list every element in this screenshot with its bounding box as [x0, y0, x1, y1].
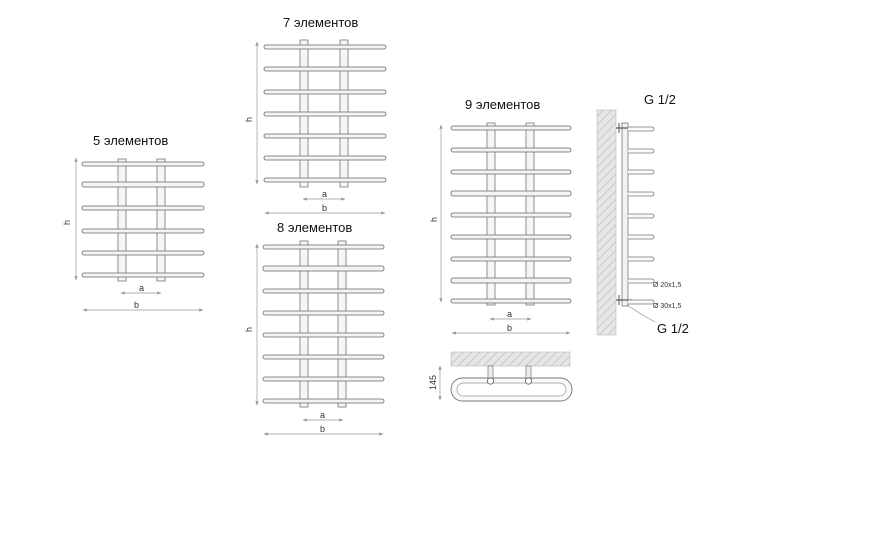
- top-view: [428, 352, 572, 401]
- towel-bar: [263, 355, 384, 359]
- pipe-left-circle: [487, 378, 493, 384]
- connection-bottom-label: G 1/2: [657, 321, 689, 336]
- radiator-7-elements: [244, 40, 386, 213]
- bar-profile: [628, 192, 654, 196]
- towel-bar: [82, 273, 204, 277]
- towel-bar: [451, 148, 571, 152]
- bar-profile: [628, 127, 654, 131]
- towel-bar: [264, 90, 386, 94]
- radiator-9-elements: [429, 123, 571, 333]
- towel-bar: [451, 126, 571, 130]
- radiator-8-elements: [244, 241, 384, 434]
- bar-profile: [628, 300, 654, 304]
- towel-bar: [451, 257, 571, 261]
- towel-bar: [263, 377, 384, 381]
- post-right: [157, 159, 165, 281]
- towel-bar: [264, 178, 386, 182]
- towel-bar: [82, 229, 204, 233]
- towel-bar: [263, 399, 384, 403]
- towel-bar: [451, 278, 571, 283]
- bar-profile: [628, 170, 654, 174]
- bar-profile: [628, 149, 654, 153]
- title-9-elements: 9 элементов: [465, 97, 541, 112]
- collector-pipe: [622, 123, 628, 306]
- title-5-elements: 5 элементов: [93, 133, 169, 148]
- dim-label-b: b: [322, 203, 328, 213]
- towel-bar: [263, 333, 384, 337]
- dim-label-h: h: [62, 219, 72, 225]
- towel-bar: [263, 289, 384, 293]
- towel-bar: [264, 45, 386, 49]
- towel-bar: [451, 213, 571, 217]
- dim-label-b: b: [320, 424, 326, 434]
- towel-bar: [264, 134, 386, 138]
- spec-collector-diameter: Ø 30x1,5: [653, 303, 682, 310]
- title-8-elements: 8 элементов: [277, 220, 353, 235]
- towel-bar: [263, 245, 384, 249]
- leader-line-bottom: [627, 305, 641, 314]
- dim-label-depth: 145: [428, 374, 438, 390]
- towel-bar: [82, 251, 204, 255]
- spec-bar-diameter: Ø 20x1,5: [653, 282, 682, 289]
- towel-bar: [451, 299, 571, 303]
- bar-profile: [628, 235, 654, 239]
- towel-bar: [451, 191, 571, 196]
- towel-bar: [263, 311, 384, 315]
- dim-label-a: a: [322, 189, 328, 199]
- towel-bar: [451, 235, 571, 239]
- dim-label-b: b: [507, 323, 513, 333]
- wall-section-side: [597, 110, 616, 335]
- dim-label-a: a: [320, 410, 326, 420]
- radiator-5-elements: [62, 158, 204, 310]
- bar-profile: [628, 257, 654, 261]
- connection-top-label: G 1/2: [644, 92, 676, 107]
- dim-label-h: h: [244, 326, 254, 332]
- post-left: [118, 159, 126, 281]
- towel-bar: [263, 266, 384, 271]
- dim-label-b: b: [134, 300, 140, 310]
- bar-outline-inner: [457, 383, 566, 396]
- towel-bar: [451, 170, 571, 174]
- dim-label-a: a: [507, 309, 513, 319]
- bar-profile: [628, 279, 654, 283]
- leader-line-bottom-ext: [641, 314, 655, 322]
- bar-profile: [628, 214, 654, 218]
- pipe-right-circle: [525, 378, 531, 384]
- title-7-elements: 7 элементов: [283, 15, 359, 30]
- towel-bar: [82, 162, 204, 166]
- pipe-left: [488, 366, 493, 379]
- dim-label-h: h: [244, 116, 254, 122]
- pipe-right: [526, 366, 531, 379]
- towel-bar: [264, 67, 386, 71]
- dim-label-a: a: [139, 283, 145, 293]
- towel-bar: [82, 182, 204, 187]
- wall-section-top: [451, 352, 570, 366]
- towel-bar: [82, 206, 204, 210]
- towel-bar: [264, 112, 386, 116]
- towel-bar: [264, 156, 386, 160]
- side-view: [597, 110, 682, 335]
- dim-label-h: h: [429, 216, 439, 222]
